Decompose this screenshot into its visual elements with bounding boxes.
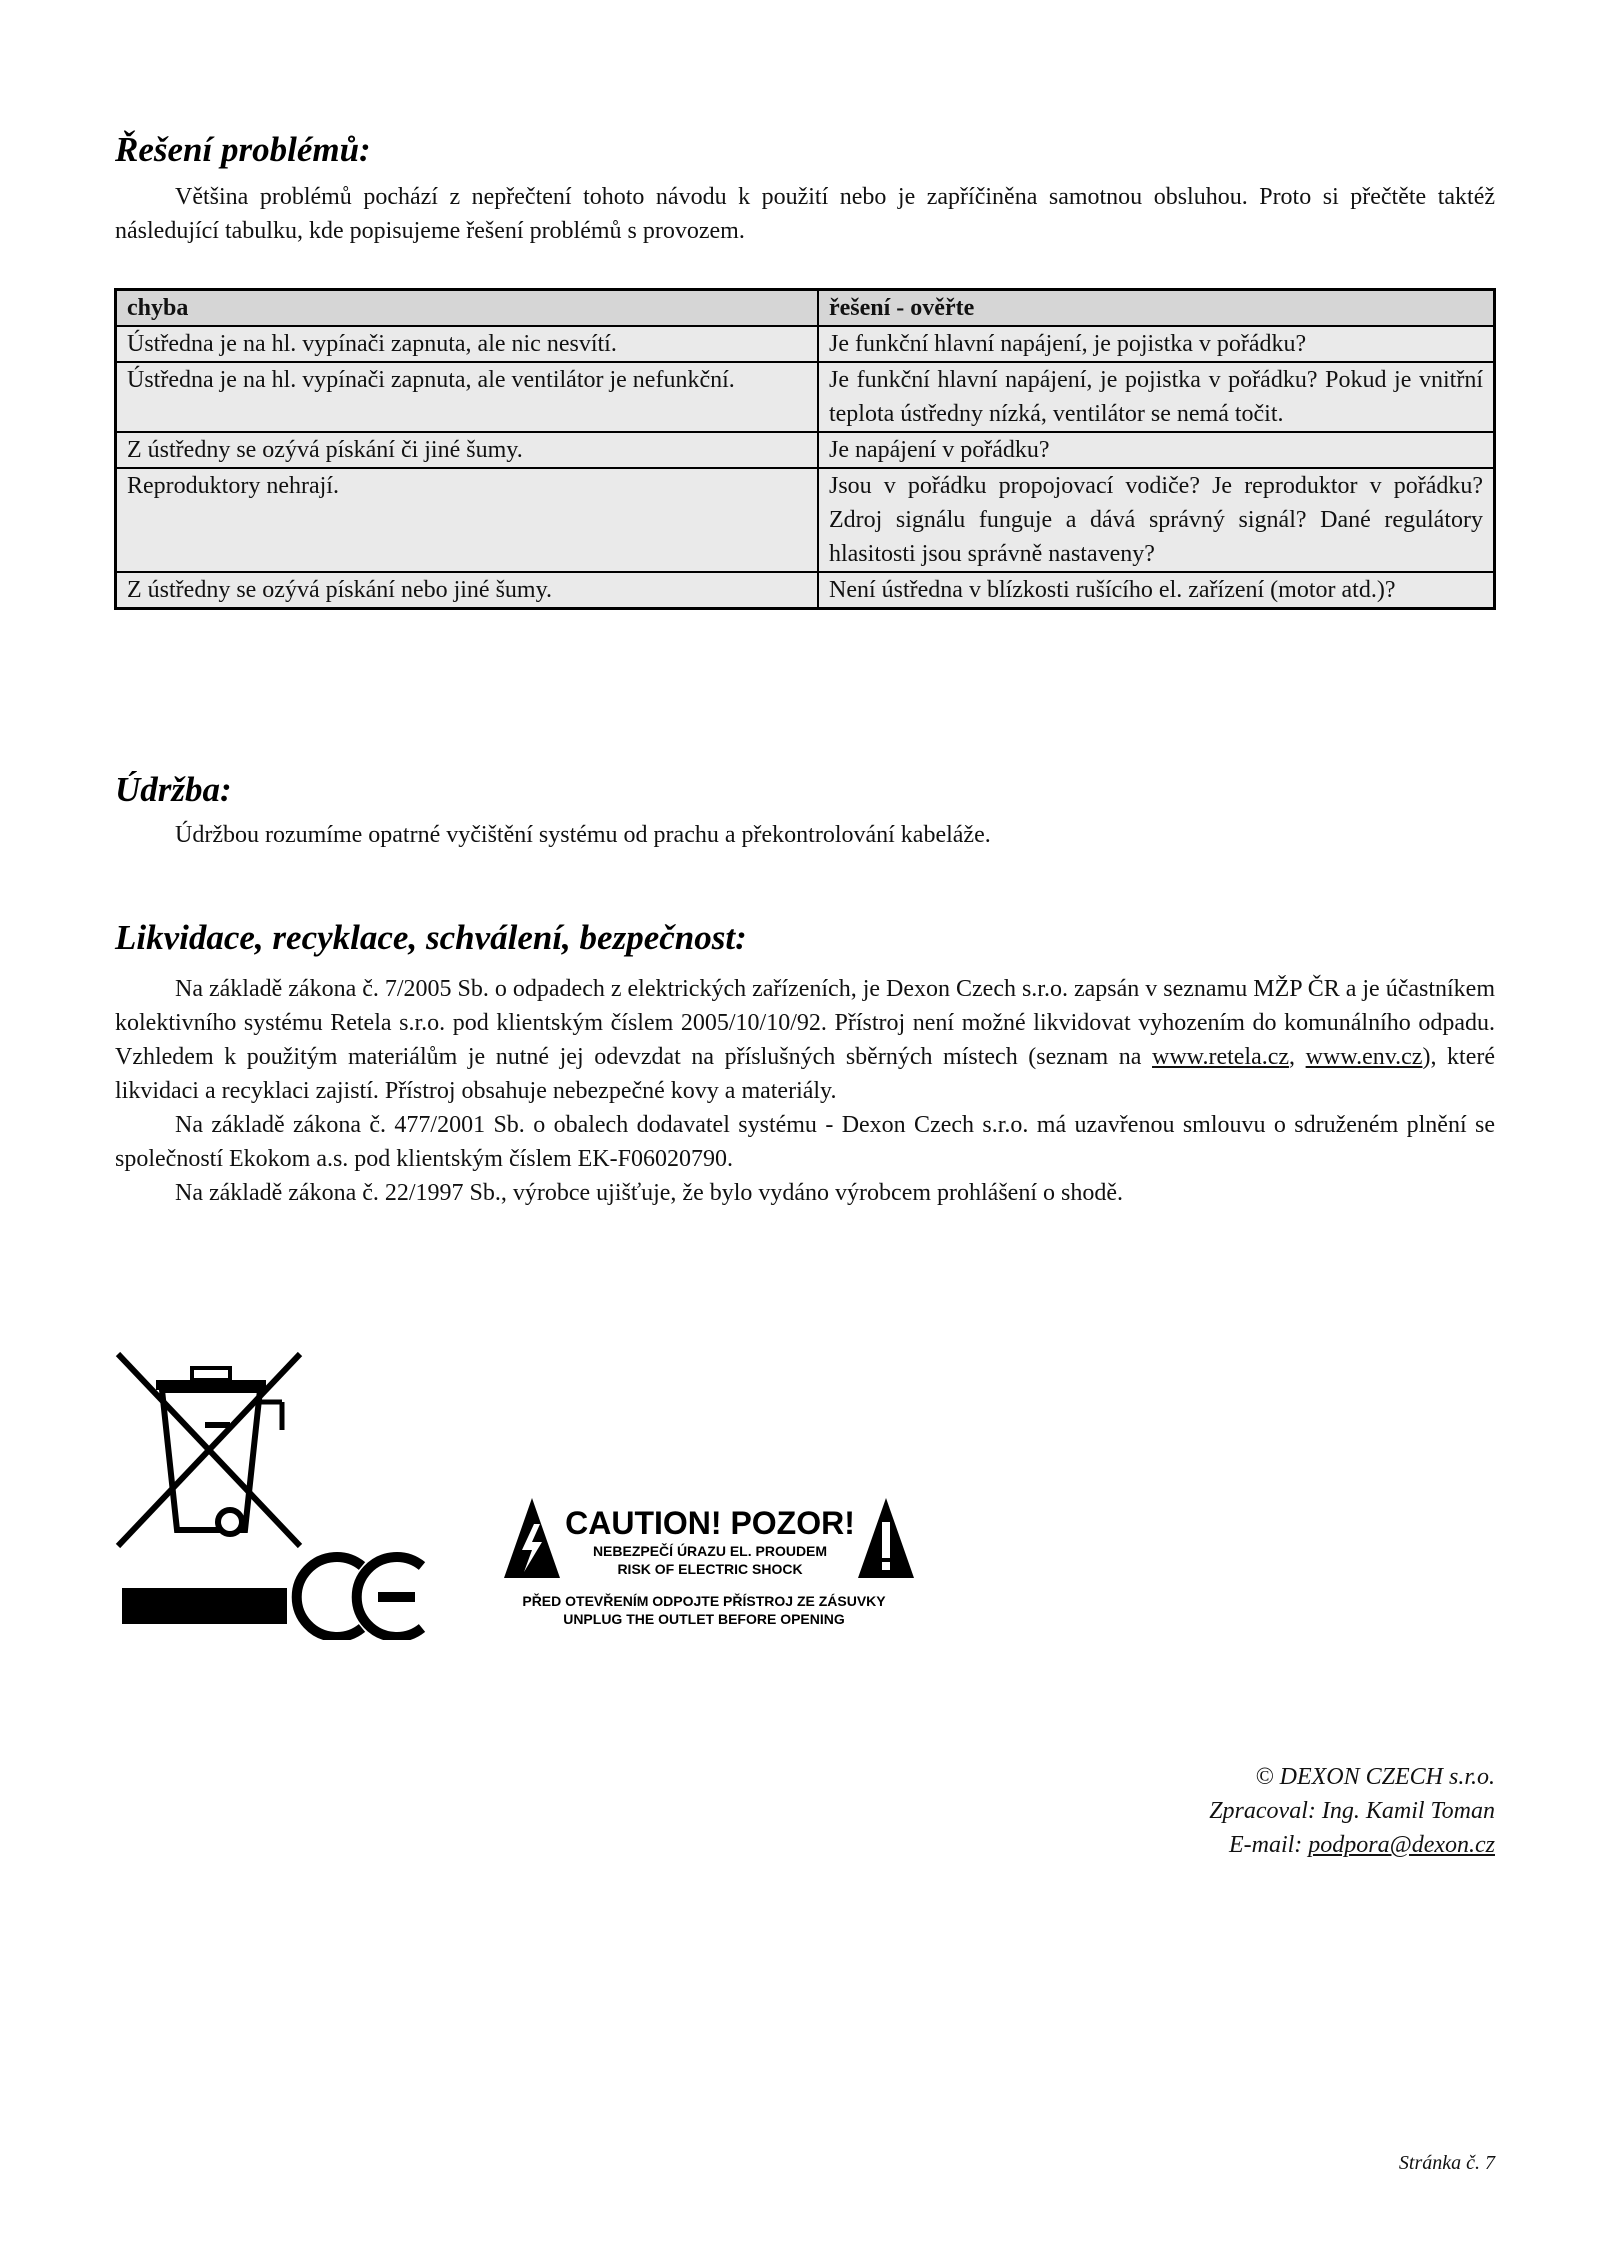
retela-link[interactable]: www.retela.cz [1152, 1044, 1290, 1070]
caution-cz: NEBEZPEČÍ ÚRAZU EL. PROUDEM [592, 1543, 828, 1559]
credits [1209, 1760, 1495, 1862]
env-link[interactable]: www.env.cz [1305, 1044, 1423, 1070]
column-header-solution: řešení - ověřte [818, 290, 1495, 327]
disposal-paragraph-3: Na základě zákona č. 22/1997 Sb., výrobce ujišťuje, že bylo vydáno výrobcem prohlášení o shodě. [175, 1180, 1123, 1206]
solution-cell: Není ústředna v blízkosti rušícího el. zařízení (motor atd.)? [818, 572, 1495, 609]
disposal-heading: Likvidace, recyklace, schválení, bezpečnost: [115, 918, 747, 957]
fault-cell: Ústředna je na hl. vypínači zapnuta, ale nic nesvítí. [116, 326, 818, 362]
page-number: Stránka č. 7 [1398, 2152, 1495, 2174]
fault-cell: Ústředna je na hl. vypínači zapnuta, ale ventilátor je nefunkční. [116, 362, 818, 432]
crossed-out-wheelie-bin-icon [118, 1354, 300, 1546]
maintenance-heading: Údržba: [115, 770, 232, 809]
weee-bar [122, 1588, 287, 1624]
unplug-cz: PŘED OTEVŘENÍM ODPOJTE PŘÍSTROJ ZE ZÁSUVKY [522, 1593, 886, 1609]
link-separator: , [1289, 1044, 1306, 1070]
exclamation-warning-icon [858, 1498, 914, 1578]
solution-cell: Je funkční hlavní napájení, je pojistka v pořádku? [818, 326, 1495, 362]
caution-label [494, 1488, 924, 1638]
fault-cell: Reproduktory nehrají. [116, 468, 818, 572]
fault-cell: Z ústředny se ozývá pískání nebo jiné šumy. [116, 572, 818, 609]
troubleshooting-intro [115, 180, 1495, 248]
caution-en: RISK OF ELECTRIC SHOCK [617, 1561, 803, 1577]
fault-cell: Z ústředny se ozývá pískání či jiné šumy. [116, 432, 818, 468]
table-row [116, 468, 1495, 572]
table-row [116, 362, 1495, 432]
solution-cell: Jsou v pořádku propojovací vodiče? Je reproduktor v pořádku? Zdroj signálu funguje a dává správný signál? Dané regulátory hlasitosti jsou správně nastaveny? [818, 468, 1495, 572]
email-line [1209, 1828, 1495, 1862]
table-header-row [116, 290, 1495, 327]
disposal-paragraph-1 [115, 972, 1495, 1108]
table-row [116, 572, 1495, 609]
email-link[interactable]: podpora@dexon.cz [1308, 1832, 1495, 1858]
troubleshooting-intro-text: Většina problémů pochází z nepřečtení tohoto návodu k použití nebo je zapříčiněna samotnou obsluhou. Proto si přečtěte taktéž následující tabulku, kde popisujeme řešení problémů s provozem. [115, 184, 1495, 244]
disposal-p1-text: Na základě zákona č. 7/2005 Sb. o odpadech z elektrických zařízeních, je Dexon Czech s.r.o. zapsán v seznamu MŽP ČR a je účastníkem kolektivního systému Retela s.r.o. pod klientským číslem 2005/10/10/92. Přístroj není možné likvidovat vyhozením do komunálního odpadu. Vzhledem k použitým materiálům je nutné jej odevzdat na příslušných sběrných místech (seznam na [115, 976, 1495, 1070]
weee-and-ce-logos [110, 1350, 430, 1640]
troubleshooting-heading: Řešení problémů: [115, 130, 371, 169]
solution-cell: Je napájení v pořádku? [818, 432, 1495, 468]
caution-title: CAUTION! POZOR! [565, 1505, 855, 1541]
author: Zpracoval: Ing. Kamil Toman [1209, 1798, 1495, 1824]
unplug-en: UNPLUG THE OUTLET BEFORE OPENING [563, 1611, 845, 1627]
disposal-paragraph-2: Na základě zákona č. 477/2001 Sb. o obalech dodavatel systému - Dexon Czech s.r.o. má uzavřenou smlouvu o sdruženém plnění se společností Ekokom a.s. pod klientským číslem EK-F06020790. [115, 1112, 1495, 1172]
maintenance-section [115, 818, 1495, 852]
disposal-p1-tail: ), které likvidaci a recyklaci zajistí. Přístroj obsahuje nebezpečné kovy a materiály. [115, 1044, 1495, 1104]
ce-mark-icon [297, 1557, 422, 1637]
table-row [116, 432, 1495, 468]
copyright: © DEXON CZECH s.r.o. [1255, 1764, 1495, 1790]
troubleshooting-table [114, 288, 1496, 610]
solution-cell: Je funkční hlavní napájení, je pojistka v pořádku? Pokud je vnitřní teplota ústředny nízká, ventilátor se nemá točit. [818, 362, 1495, 432]
email-label: E-mail: [1228, 1832, 1309, 1858]
disposal-section [115, 972, 1495, 1210]
lightning-warning-icon [504, 1498, 560, 1578]
maintenance-text: Údržbou rozumíme opatrné vyčištění systému od prachu a překontrolování kabeláže. [175, 822, 991, 848]
column-header-fault: chyba [116, 290, 818, 327]
table-row [116, 326, 1495, 362]
